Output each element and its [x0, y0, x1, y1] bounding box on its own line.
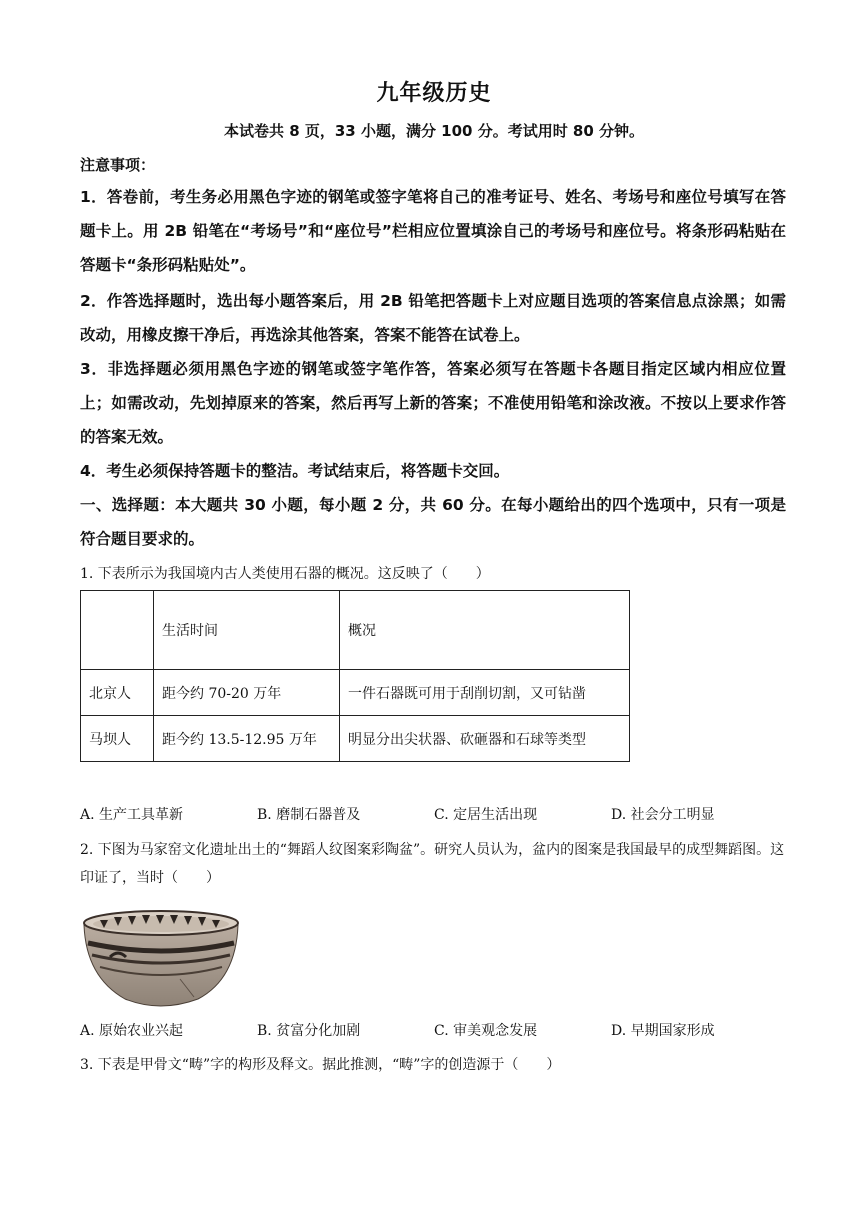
- question-2-stem: 2. 下图为马家窑文化遗址出土的“舞蹈人纹图案彩陶盆”。研究人员认为，盆内的图案是我国最早的成型舞蹈图。这印证了，当时（ ）: [80, 842, 785, 886]
- table-cell: 北京人: [81, 670, 154, 716]
- table-cell: 一件石器既可用于刮削切割，又可钻凿: [340, 670, 630, 716]
- option-b[interactable]: B. 磨制石器普及: [257, 807, 361, 823]
- question-1-options: [80, 804, 800, 828]
- table-header-row: [81, 591, 630, 670]
- notice-item: 2．作答选择题时，选出每小题答案后，用 2B 铅笔把答题卡上对应题目选项的答案信息点涂黑；如需改动，用橡皮擦干净后，再选涂其他答案，答案不能答在试卷上。: [80, 292, 786, 344]
- table-row: [81, 716, 630, 762]
- table-cell: 距今约 70-20 万年: [154, 670, 340, 716]
- option-c[interactable]: C. 定居生活出现: [434, 807, 538, 823]
- table-header-cell: [81, 591, 154, 670]
- question-2-options: [80, 1020, 800, 1044]
- table-cell: 距今约 13.5-12.95 万年: [154, 716, 340, 762]
- option-a[interactable]: A. 原始农业兴起: [80, 1023, 184, 1039]
- painted-pottery-basin-image: [80, 907, 242, 1011]
- table-cell: 马坝人: [81, 716, 154, 762]
- notice-item: 3．非选择题必须用黑色字迹的钢笔或签字笔作答，答案必须写在答题卡各题目指定区域内相应位置上；如需改动，先划掉原来的答案，然后再写上新的答案；不准使用铅笔和涂改液。不按以上要求作答的答案无效。: [80, 360, 786, 446]
- section-heading: 一、选择题：本大题共 30 小题，每小题 2 分，共 60 分。在每小题给出的四个选项中，只有一项是符合题目要求的。: [80, 496, 786, 548]
- table-cell: 明显分出尖状器、砍砸器和石球等类型: [340, 716, 630, 762]
- exam-subtitle: 本试卷共 8 页，33 小题，满分 100 分。考试用时 80 分钟。: [223, 122, 645, 140]
- option-d[interactable]: D. 早期国家形成: [611, 1023, 715, 1039]
- notice-item: 4．考生必须保持答题卡的整洁。考试结束后，将答题卡交回。: [80, 462, 510, 480]
- question-1-stem: 1. 下表所示为我国境内古人类使用石器的概况。这反映了（ ）: [80, 566, 490, 582]
- notice-heading: 注意事项：: [80, 156, 156, 174]
- table-header-cell: 概况: [340, 591, 630, 670]
- option-b[interactable]: B. 贫富分化加剧: [257, 1023, 361, 1039]
- notice-item: 1．答卷前，考生务必用黑色字迹的钢笔或签字笔将自己的准考证号、姓名、考场号和座位号填写在答题卡上。用 2B 铅笔在“考场号”和“座位号”栏相应位置填涂自己的考场号和座位号。将条形码粘贴在答题卡“条形码粘贴处”。: [80, 188, 786, 274]
- option-c[interactable]: C. 审美观念发展: [434, 1023, 538, 1039]
- exam-title: 九年级历史: [376, 81, 492, 106]
- table-header-cell: 生活时间: [154, 591, 340, 670]
- table-row: [81, 670, 630, 716]
- option-a[interactable]: A. 生产工具革新: [80, 807, 184, 823]
- option-d[interactable]: D. 社会分工明显: [611, 807, 715, 823]
- question-3-stem: 3. 下表是甲骨文“畴”字的构形及释文。据此推测，“畴”字的创造源于（ ）: [80, 1057, 561, 1073]
- question-1-table: [80, 590, 630, 762]
